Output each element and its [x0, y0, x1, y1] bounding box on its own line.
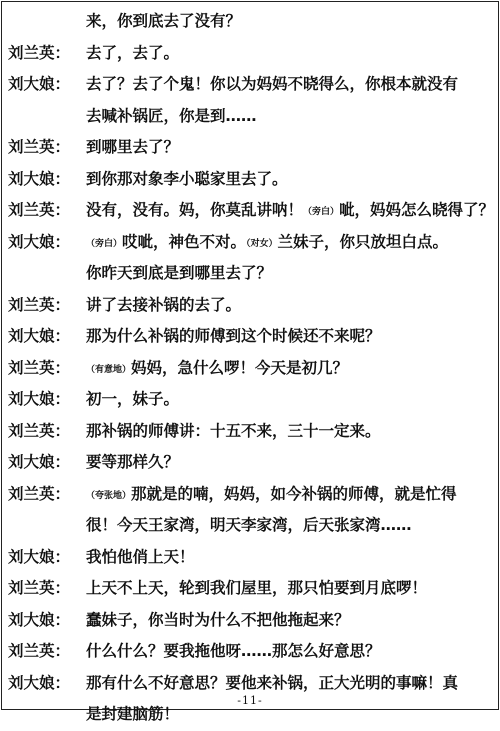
dialogue-text [86, 447, 179, 479]
speech-segment: 你昨天到底是到哪里去了？ [86, 264, 273, 282]
dialogue-line [8, 542, 498, 574]
dialogue-line [8, 101, 498, 133]
dialogue-text [86, 416, 381, 448]
speech-segment: 那有什么不好意思？要他来补锅，正大光明的事嘛！真 [86, 673, 459, 692]
dialogue-text [86, 542, 195, 574]
stage-direction: （对女） [246, 238, 278, 249]
stage-direction: （夸张地） [86, 490, 132, 501]
dialogue-line [8, 38, 498, 70]
speech-segment: 是封建脑筋！ [86, 705, 180, 723]
dialogue-text [86, 69, 458, 101]
speech-segment: 很！今天王家湾，明天李家湾，后天张家湾…… [86, 516, 412, 534]
speech-segment: 去了？去了个鬼！你以为妈妈不晓得么，你根本就没有 [86, 75, 459, 93]
speaker-name: 刘兰英： [8, 421, 71, 440]
speech-segment: 哎呲，神色不对。 [122, 232, 247, 251]
speaker-name: 刘大娘： [8, 547, 71, 566]
dialogue-line [8, 195, 498, 227]
speaker-name: 刘大娘： [8, 232, 71, 251]
speaker-name: 刘兰英： [8, 358, 71, 377]
dialogue-line [8, 636, 498, 668]
dialogue-line [8, 69, 498, 101]
dialogue-text [86, 101, 257, 133]
dialogue-text [86, 227, 448, 261]
speech-segment: 来，你到底去了没有？ [86, 12, 242, 30]
script-page [1, 1, 499, 723]
stage-direction: （有意地） [86, 364, 132, 375]
speech-segment: 什么什么？要我拖他呀……那怎么好意思？ [86, 642, 381, 660]
speech-segment: 那为什么补锅的师傅到这个时候还不来呢？ [86, 327, 381, 345]
dialogue-line [8, 258, 498, 290]
speaker-name: 刘大娘： [8, 75, 71, 93]
speech-segment: 去了，去了。 [86, 43, 180, 62]
dialogue-line [8, 6, 498, 38]
dialogue-line [8, 227, 498, 259]
dialogue-line [8, 164, 498, 196]
dialogue-line [8, 510, 498, 542]
speaker-name: 刘兰英： [8, 642, 71, 660]
stage-direction: （旁白） [303, 207, 340, 217]
speech-segment: 那就是的喃，妈妈，如今补锅的师傅，就是忙得 [131, 484, 457, 503]
dialogue-line [8, 384, 498, 416]
speech-segment: 到哪里去了？ [86, 138, 180, 156]
dialogue-text [86, 321, 381, 353]
dialogue-text [86, 195, 494, 229]
dialogue-text [86, 479, 457, 513]
dialogue-line [8, 321, 498, 353]
speech-segment: 去喊补锅匠，你是到…… [86, 106, 257, 125]
speaker-name: 刘兰英： [8, 43, 71, 62]
dialogue-text [86, 290, 241, 322]
dialogue-text [86, 353, 348, 387]
speaker-name: 刘大娘： [8, 327, 71, 345]
speaker-name: 刘兰英： [8, 484, 71, 503]
speech-segment: 那补锅的师傅讲：十五不来，三十一定来。 [86, 421, 381, 440]
speaker-name: 刘兰英： [8, 138, 71, 156]
dialogue-line [8, 447, 498, 479]
dialogue-line [8, 479, 498, 511]
speaker-name: 刘大娘： [8, 610, 71, 629]
speaker-name: 刘兰英： [8, 579, 71, 597]
dialogue-text [86, 636, 381, 668]
speech-segment: 呲，妈妈怎么晓得了？ [339, 201, 495, 219]
speech-segment: 没有，没有。妈，你莫乱讲呐！ [86, 201, 304, 219]
dialogue-line [8, 290, 498, 322]
speech-segment: 妈妈，急什么啰！今天是初几？ [131, 358, 349, 377]
dialogue-text [86, 132, 179, 164]
dialogue-line [8, 353, 498, 385]
dialogue-text [86, 164, 288, 196]
dialogue-text [86, 38, 179, 70]
speech-segment: 蠢妹子，你当时为什么不把他拖起来？ [86, 610, 350, 629]
page-number: -11- [237, 694, 263, 707]
speaker-name: 刘大娘： [8, 453, 71, 471]
dialogue-line [8, 605, 498, 637]
speaker-name: 刘大娘： [8, 169, 71, 188]
dialogue-text [86, 510, 412, 542]
dialogue-line [8, 573, 498, 605]
speech-segment: 讲了去接补锅的去了。 [86, 295, 242, 314]
speech-segment: 到你那对象李小聪家里去了。 [86, 169, 288, 188]
dialogue-text [86, 605, 350, 637]
dialogue-text [86, 573, 427, 605]
dialogue-text [86, 258, 272, 290]
speaker-name: 刘兰英： [8, 295, 71, 314]
speech-segment: 上天不上天，轮到我们屋里，那只怕要到月底啰！ [86, 579, 428, 597]
dialogue-text [86, 384, 179, 416]
script-body [8, 6, 498, 731]
stage-direction: （旁白） [86, 238, 123, 249]
speaker-name: 刘兰英： [8, 201, 71, 219]
speaker-name: 刘大娘： [8, 673, 71, 692]
dialogue-text [86, 6, 241, 38]
speech-segment: 要等那样久？ [86, 453, 180, 471]
speech-segment: 兰妹子，你只放坦白点。 [277, 232, 449, 251]
speaker-name: 刘大娘： [8, 390, 71, 408]
speech-segment: 我怕他俏上天！ [86, 547, 195, 566]
speech-segment: 初一，妹子。 [86, 390, 180, 408]
dialogue-line [8, 416, 498, 448]
dialogue-line [8, 132, 498, 164]
